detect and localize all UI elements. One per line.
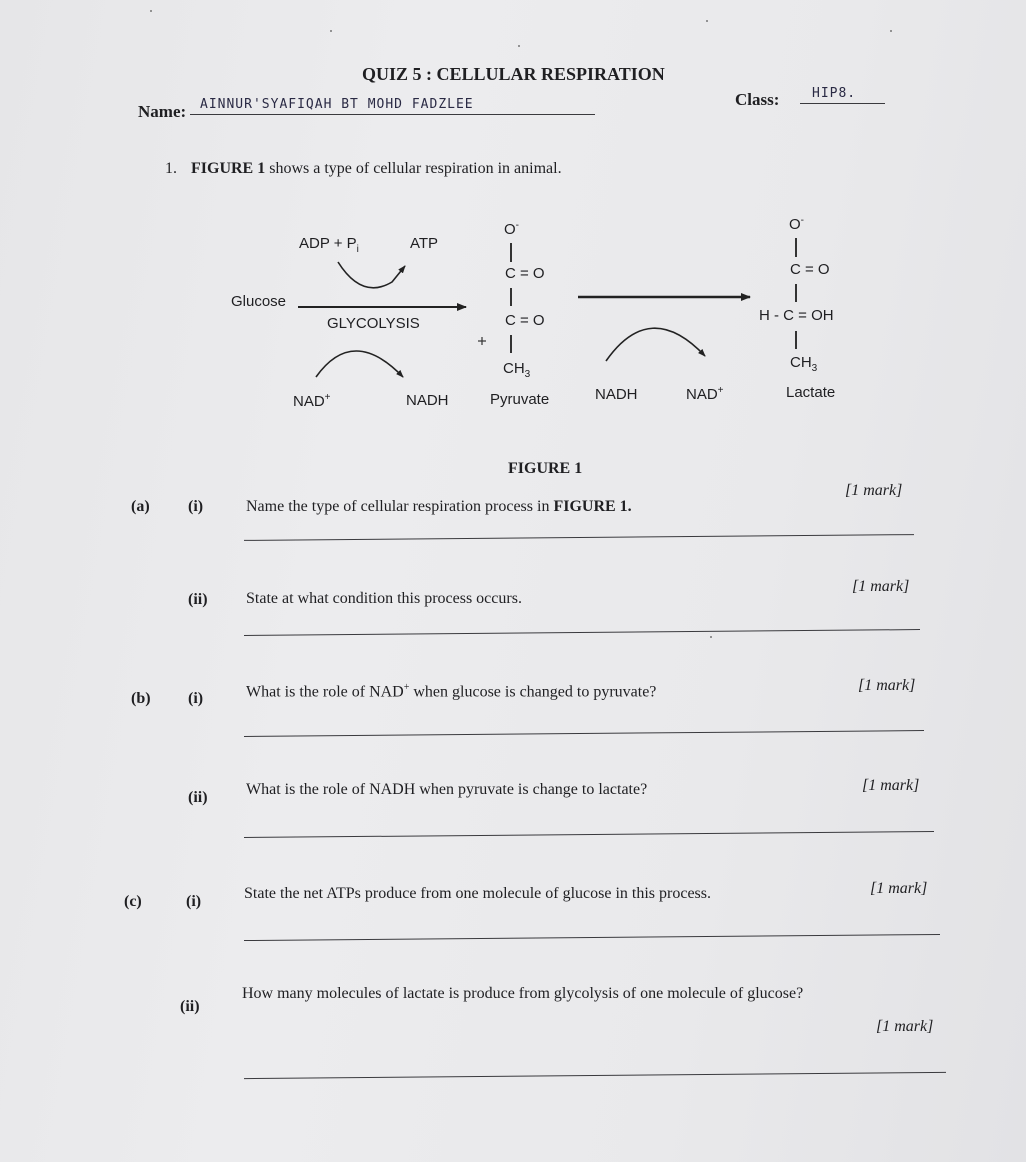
lactate-label: Lactate <box>786 384 836 401</box>
scan-speck <box>518 45 520 47</box>
atp-curve-arrow <box>338 262 405 288</box>
lactate-o-atom: O- <box>789 215 805 233</box>
pyruvate-carbonyl-2: C = O <box>505 312 545 329</box>
class-label: Class: <box>735 90 780 109</box>
pyruvate-label: Pyruvate <box>490 391 550 408</box>
bond <box>510 288 512 306</box>
pyruvate-carbonyl-1: C = O <box>505 265 545 282</box>
question-a-i-number: (i) <box>188 498 204 515</box>
bond <box>510 243 512 262</box>
part-b-label: (b) <box>131 690 151 707</box>
class-value: HIP8. <box>812 86 857 101</box>
question-c-i: State the net ATPs produce from one molecule of glucose in this process. <box>244 885 712 902</box>
name-label: Name: <box>138 102 187 121</box>
question-a-i: Name the type of cellular respiration process in FIGURE 1. <box>246 498 632 515</box>
scan-speck <box>706 20 708 22</box>
bond <box>795 331 797 349</box>
question-a-ii: State at what condition this process occurs. <box>246 590 522 607</box>
question-a-ii-number: (ii) <box>188 591 208 608</box>
mark-b-i: [1 mark] <box>858 677 916 694</box>
question-c-ii: How many molecules of lactate is produce from glycolysis of one molecule of glucose? <box>242 985 804 1002</box>
bond <box>795 284 797 302</box>
question-b-ii: What is the role of NADH when pyruvate is change to lactate? <box>246 781 648 798</box>
scan-speck <box>890 30 892 32</box>
lactate-ch3: $CH_3$ <box>790 354 818 374</box>
mark-c-i: [1 mark] <box>870 880 928 897</box>
nad-curve-arrow <box>316 351 403 377</box>
nadh-right-label: NADH <box>595 386 638 403</box>
bond <box>510 335 512 353</box>
pyruvate-ch3: $CH_3$ <box>503 360 531 380</box>
scan-speck <box>330 30 332 32</box>
glucose-label: Glucose <box>231 293 287 310</box>
question-b-i-number: (i) <box>188 690 204 707</box>
question-b-ii-number: (ii) <box>188 789 208 806</box>
nadh-left-label: NADH <box>406 392 449 409</box>
nadh-curve-arrow <box>606 328 705 361</box>
figure-ref: FIGURE 1 <box>191 160 266 177</box>
atp-label: ATP <box>410 235 439 252</box>
mark-a-i: [1 mark] <box>845 482 903 499</box>
mark-a-ii: [1 mark] <box>852 578 910 595</box>
mark-c-ii: [1 mark] <box>876 1018 934 1035</box>
question-c-i-number: (i) <box>186 893 202 910</box>
quiz-title: QUIZ 5 : CELLULAR RESPIRATION <box>362 64 665 84</box>
part-a-label: (a) <box>131 498 150 515</box>
mark-b-ii: [1 mark] <box>862 777 920 794</box>
scan-speck <box>710 636 712 638</box>
lactate-hydroxyl-carbon: H - C = OH <box>759 307 834 324</box>
question-c-ii-number: (ii) <box>180 998 200 1015</box>
question-number: 1. <box>165 160 177 177</box>
intro-text: shows a type of cellular respiration in animal. <box>269 160 562 177</box>
nad-plus-right-label: NAD+ <box>686 385 724 403</box>
bond <box>795 238 797 257</box>
lactate-carbonyl: C = O <box>790 261 830 278</box>
nad-plus-left-label: NAD+ <box>293 392 331 410</box>
pyruvate-o-atom: O- <box>504 220 520 238</box>
name-value: AINNUR'SYAFIQAH BT MOHD FADZLEE <box>200 97 474 112</box>
glycolysis-label: GLYCOLYSIS <box>327 315 420 332</box>
adp-pi-label: ADP + $P_i$ <box>299 235 359 255</box>
scan-speck <box>150 10 152 12</box>
part-c-label: (c) <box>124 893 142 910</box>
figure-caption: FIGURE 1 <box>508 460 583 477</box>
question-b-i: What is the role of NAD+ when glucose is changed to pyruvate? <box>246 682 657 701</box>
